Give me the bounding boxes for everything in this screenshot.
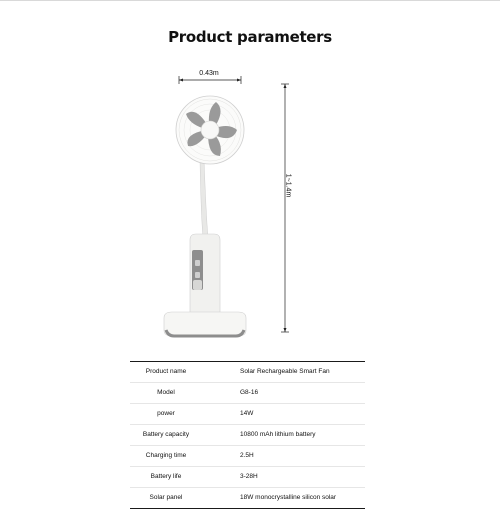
- top-divider: [0, 0, 500, 1]
- spec-label: Solar panel: [149, 494, 183, 501]
- spec-label: Product name: [145, 368, 187, 375]
- spec-value: G8-16: [240, 389, 259, 396]
- height-dimension-line: [281, 84, 292, 332]
- specs-table: [130, 361, 365, 509]
- spec-row: [130, 404, 365, 425]
- spec-value: 3-28H: [240, 473, 258, 480]
- spec-row: [130, 467, 365, 488]
- spec-row: [130, 488, 365, 509]
- product-diagram: [150, 64, 310, 354]
- spec-row: [130, 446, 365, 467]
- height-dimension-label: 1~1.4m: [284, 173, 292, 198]
- spec-label: Model: [157, 389, 175, 396]
- spec-label: Battery capacity: [142, 431, 190, 438]
- spec-row: [130, 361, 365, 383]
- fan-body-column: [190, 234, 220, 316]
- spec-label: power: [157, 410, 175, 417]
- spec-value: 14W: [240, 410, 254, 417]
- spec-value: 10800 mAh lithium battery: [240, 431, 316, 438]
- spec-label: Battery life: [150, 473, 182, 480]
- fan-pole: [200, 160, 208, 238]
- spec-label: Charging time: [145, 452, 187, 459]
- width-dimension-line: [179, 76, 241, 84]
- width-dimension-label: 0.43m: [199, 70, 219, 77]
- fan-head: [176, 96, 244, 164]
- spec-row: [130, 425, 365, 446]
- spec-value: 18W monocrystalline silicon solar: [240, 494, 337, 501]
- spec-value: 2.5H: [240, 452, 254, 459]
- fan-base: [164, 312, 246, 336]
- fan-illustration: [150, 64, 310, 354]
- spec-value: Solar Rechargeable Smart Fan: [240, 368, 330, 375]
- page-title: Product parameters: [168, 28, 332, 46]
- spec-row: [130, 383, 365, 404]
